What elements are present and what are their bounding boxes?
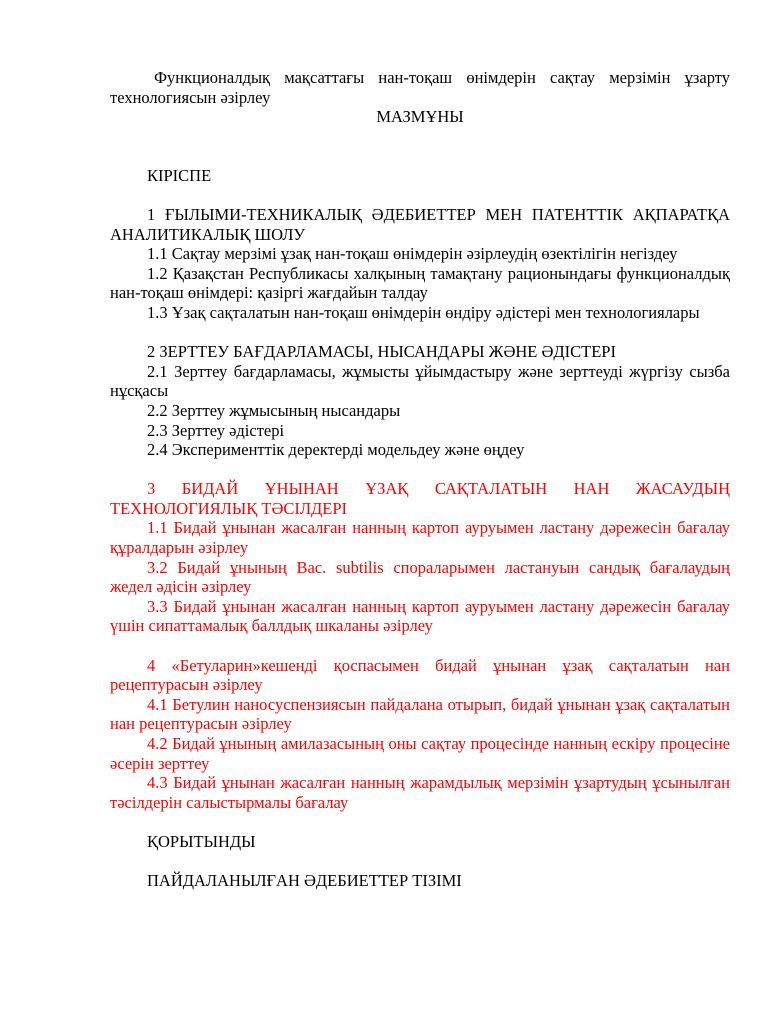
section2-item: 2.1 Зерттеу бағдарламасы, жұмысты ұйымдастыру және зерттеуді жүргізу сызба нұсқасы [110,361,730,401]
section2-item: 2.4 Эксперименттік деректерді модельдеу және өңдеу [147,440,525,460]
section2-heading: 2 ЗЕРТТЕУ БАҒДАРЛАМАСЫ, НЫСАНДАРЫ ЖӘНЕ ӘДІСТЕРІ [147,342,616,362]
section2-item: 2.3 Зерттеу әдістері [147,420,285,440]
section1-item: 1.3 Ұзақ сақталатын нан-тоқаш өнімдерін өндіру әдістері мен технологиялары [147,302,700,322]
section1-item: 1.2 Қазақстан Республикасы халқының тамақтану рационындағы функционалдық нан-тоқаш өнімдері: қазіргі жағдайын талдау [110,263,730,303]
document-title: Функционалдық мақсаттағы нан-тоқаш өнімдерін сақтау мерзімін ұзарту технологиясын әзірлеу [110,68,730,107]
references-heading: ПАЙДАЛАНЫЛҒАН ӘДЕБИЕТТЕР ТІЗІМІ [147,871,462,891]
section3-item: 3.2 Бидай ұнының Bac. subtilis спораларымен ластануын сандық бағалаудың жедел әдісін әзірлеу [110,557,730,597]
contents-heading: МАЗМҰНЫ [376,107,464,127]
section4-item: 4.1 Бетулин наносуспензиясын пайдалана отырып, бидай ұнынан ұзақ сақталатын нан рецептурасын әзірлеу [110,694,730,734]
section2-item: 2.2 Зерттеу жұмысының нысандары [147,400,401,420]
section3-heading: 3 БИДАЙ ҰНЫНАН ҰЗАҚ САҚТАЛАТЫН НАН ЖАСАУДЫҢ ТЕХНОЛОГИЯЛЫҚ ТӘСІЛДЕРІ [110,479,730,518]
document-page [110,68,730,891]
intro-heading: КІРІСПЕ [147,165,212,185]
section4-item: 4.3 Бидай ұнынан жасалған нанның жарамдылық мерзімін ұзартудың ұсынылған тәсілдерін салыстырмалы бағалау [110,773,730,812]
section3-item: 3.3 Бидай ұнынан жасалған нанның картоп ауруымен ластану дәрежесін бағалау үшін сипаттамалық баллдық шкаланы әзірлеу [110,596,730,636]
section1-item: 1.1 Сақтау мерзімі ұзақ нан-тоқаш өнімдерін әзірлеудің өзектілігін негіздеу [147,244,678,264]
conclusion-heading: ҚОРЫТЫНДЫ [147,831,256,851]
section3-item: 1.1 Бидай ұнынан жасалған нанның картоп ауруымен ластану дәрежесін бағалау құралдарын әзірлеу [110,518,730,558]
section1-heading: 1 ҒЫЛЫМИ-ТЕХНИКАЛЫҚ ӘДЕБИЕТТЕР МЕН ПАТЕНТТІК АҚПАРАТҚА АНАЛИТИКАЛЫҚ ШОЛУ [110,204,730,244]
section4-item: 4.2 Бидай ұнының амилазасының оны сақтау процесінде нанның ескіру процесіне әсерін зерттеу [110,734,730,773]
section4-heading: 4 «Бетуларин»кешенді қоспасымен бидай ұнынан ұзақ сақталатын нан рецептурасын әзірлеу [110,655,730,695]
